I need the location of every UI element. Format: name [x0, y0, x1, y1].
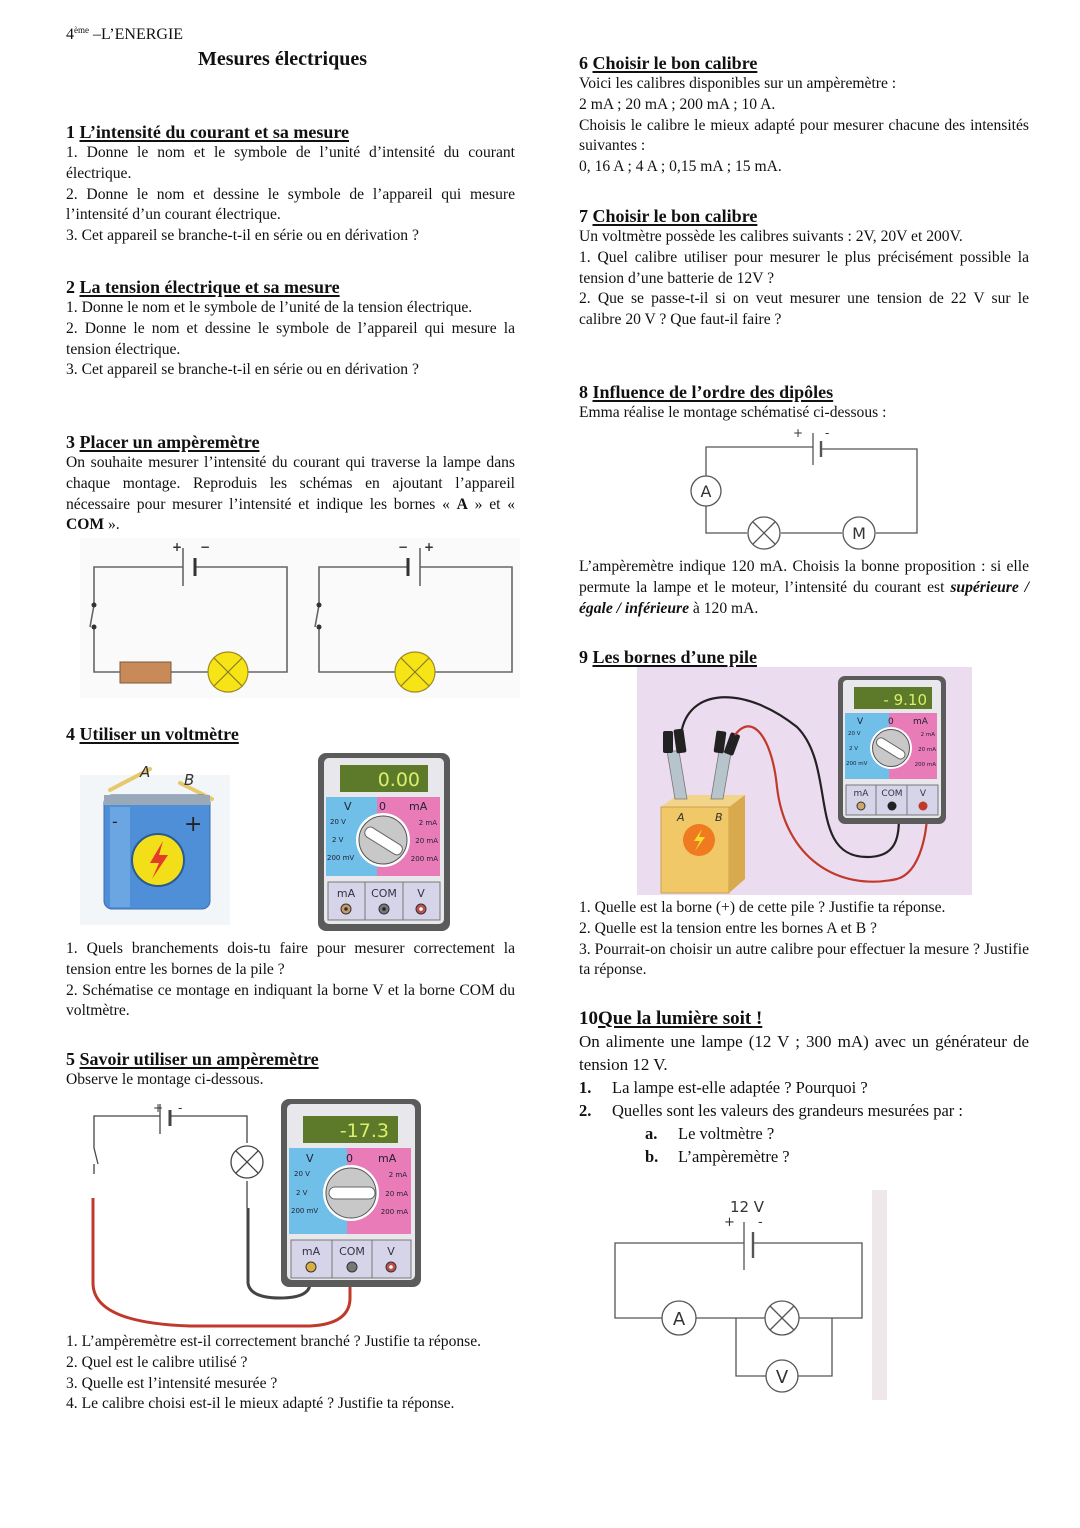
lamp-icon — [748, 517, 780, 549]
selector-knob — [329, 1187, 375, 1199]
svg-text:200 mA: 200 mA — [914, 762, 936, 768]
svg-text:20 V: 20 V — [294, 1170, 310, 1178]
battery-illustration — [80, 755, 230, 925]
ammeter-symbol — [691, 476, 721, 506]
svg-text:mA: mA — [301, 1245, 321, 1258]
section-title: Choisir le bon calibre — [592, 206, 758, 226]
svg-text:mA: mA — [378, 1152, 397, 1165]
section-title: Que la lumière soit ! — [598, 1008, 763, 1029]
question: 3. Cet appareil se branche-t-il en série ou en dérivation ? — [66, 227, 419, 245]
section-9: 9 Les bornes d’une pile — [579, 647, 758, 667]
sub-question: b. L’ampèremètre ? — [645, 1147, 790, 1166]
question: 1. Donne le nom et le symbole de l’unité de la tension électrique. — [66, 299, 473, 316]
section-5-questions — [66, 1332, 515, 1415]
minus-sign: − — [398, 540, 409, 554]
document-header: 4ème –L’ENERGIE — [66, 25, 184, 43]
page-title: Mesures électriques — [198, 48, 368, 70]
section-title: Influence de l’ordre des dipôles — [592, 382, 834, 402]
multimeter-icon — [317, 752, 451, 932]
terminal-b-label: B — [184, 771, 195, 789]
circuit-ex10 — [592, 1190, 887, 1400]
question-list — [579, 1076, 1029, 1122]
section-title: Savoir utiliser un ampèremètre — [79, 1049, 319, 1069]
meter-display: 0.00 — [377, 769, 420, 791]
section-title: Choisir le bon calibre — [592, 53, 758, 73]
question: 1. Quelle est la borne (+) de cette pile ? Justifie ta réponse. — [579, 899, 946, 916]
svg-text:20 mA: 20 mA — [415, 837, 438, 845]
svg-text:2 V: 2 V — [849, 746, 859, 752]
question: 2. Donne le nom et dessine le symbole de l’appareil qui mesure la tension électrique. — [66, 319, 515, 358]
section-title: La tension électrique et sa mesure — [79, 277, 340, 297]
question: 2. Quel est le calibre utilisé ? — [66, 1353, 248, 1371]
lamp-icon — [765, 1301, 799, 1335]
svg-text:2 mA: 2 mA — [920, 732, 935, 738]
svg-text:200 mA: 200 mA — [410, 855, 438, 863]
svg-text:200 mV: 200 mV — [291, 1207, 319, 1215]
section-4: 4 Utiliser un voltmètre — [66, 724, 239, 744]
lamp-icon — [395, 652, 435, 692]
terminal-a-label: A — [140, 763, 151, 781]
svg-text:2 V: 2 V — [332, 836, 344, 844]
svg-text:COM: COM — [881, 789, 903, 799]
minus-sign: - — [112, 812, 118, 831]
svg-text:V: V — [417, 887, 425, 900]
terminal-b-label: B — [715, 811, 723, 824]
question: 3. Quelle est l’intensité mesurée ? — [66, 1374, 278, 1392]
question: 2. Quelle est la tension entre les bornes A et B ? — [579, 919, 877, 937]
answer-choices: supérieure / égale / inférieure — [579, 578, 1029, 617]
instructions: On souhaite mesurer l’intensité du courant qui traverse la lampe dans chaque montage. Reproduis les schémas en ajoutant l’appareil nécessaire pour mesurer l’intensité et indique les bornes « A » et « COM ». — [66, 454, 515, 534]
section-title: Utiliser un voltmètre — [79, 724, 239, 744]
svg-text:V: V — [344, 800, 352, 813]
question: 1. Quel calibre utiliser pour mesurer le plus précisément possible la tension d’une batterie de 12V ? — [579, 248, 1029, 287]
circuit-diagrams-ex3 — [80, 538, 520, 698]
voltmeter-symbol — [766, 1360, 798, 1392]
meter-display: - 9.10 — [883, 691, 927, 709]
sub-question-list — [645, 1122, 1029, 1168]
section-title: Les bornes d’une pile — [592, 647, 758, 667]
meter-display: -17.3 — [339, 1120, 389, 1142]
minus-sign: - — [178, 1101, 183, 1115]
svg-text:200 mV: 200 mV — [327, 854, 355, 862]
section-7: 7 Choisir le bon calibre Un voltmètre possède les calibres suivants : 2V, 20V et 200V. 1. Quel calibre utiliser pour mesurer le plus précisément possible la tension d’une batterie de 12V ? 2. Que se passe-t-il si on veut mesurer une tension de 22 V sur le calibre 20 V ? Que faut-il faire ? — [579, 205, 1029, 331]
ammeter-symbol — [662, 1301, 696, 1335]
question: 3. Pourrait-on choisir un autre calibre pour effectuer la mesure ? Justifie ta réponse. — [579, 940, 1029, 979]
minus-sign: − — [200, 540, 211, 554]
svg-text:M: M — [852, 524, 866, 543]
svg-text:V: V — [775, 1367, 789, 1388]
svg-text:20 V: 20 V — [330, 818, 346, 826]
section-10: 10Que la lumière soit ! On alimente une lampe (12 V ; 300 mA) avec un générateur de tension 12 V. 1. La lampe est-elle adaptée ? Pourquoi ? 2. Quelles sont les valeurs des grandeurs mesurées par : a. Le voltmètre ? b. L’ampèremètre ? — [579, 1008, 1029, 1166]
terminal-a-label: A — [677, 811, 685, 824]
multimeter-ex4 — [317, 752, 451, 937]
svg-text:20 mA: 20 mA — [385, 1190, 408, 1198]
svg-text:V: V — [306, 1152, 314, 1165]
svg-text:mA: mA — [913, 717, 928, 727]
svg-text:0: 0 — [379, 800, 386, 813]
question: 1. L’ampèremètre est-il correctement branché ? Justifie ta réponse. — [66, 1333, 482, 1350]
question: 3. Cet appareil se branche-t-il en série ou en dérivation ? — [66, 361, 419, 379]
section-9-questions — [579, 898, 1029, 981]
svg-text:mA: mA — [409, 800, 428, 813]
svg-text:A: A — [672, 1309, 686, 1330]
svg-text:200 mA: 200 mA — [380, 1208, 408, 1216]
section-4-questions — [66, 939, 515, 1022]
svg-text:mA: mA — [336, 887, 356, 900]
resistor-icon — [120, 662, 171, 683]
lamp-icon — [208, 652, 248, 692]
question: 1. Donne le nom et le symbole de l’unité d’intensité du courant électrique. — [66, 144, 515, 182]
multimeter-ex9 — [837, 675, 947, 830]
section-8: 8 Influence de l’ordre des dipôles Emma réalise le montage schématisé ci-dessous : — [579, 382, 887, 421]
question: 1. La lampe est-elle adaptée ? Pourquoi ? — [579, 1078, 868, 1097]
multimeter-icon — [280, 1098, 422, 1288]
section-6: 6 Choisir le bon calibre Voici les calibres disponibles sur un ampèremètre : 2 mA ; 20 mA ; 200 mA ; 10 A. Choisis le calibre le mieux adapté pour mesurer chacune des intensités suivantes : 0, 16 A ; 4 A ; 0,15 mA ; 15 mA. — [579, 53, 1029, 176]
svg-text:2 mA: 2 mA — [388, 1171, 407, 1179]
svg-text:COM: COM — [371, 887, 397, 900]
svg-text:20 V: 20 V — [848, 731, 861, 737]
voltage-label: 12 V — [729, 1198, 765, 1216]
section-title: Placer un ampèremètre — [79, 432, 260, 452]
question: 2. Donne le nom et dessine le symbole de l’appareil qui mesure l’intensité d’un courant électrique. — [66, 185, 515, 224]
section-title: L’intensité du courant et sa mesure — [79, 122, 349, 142]
question: 2. Quelles sont les valeurs des grandeurs mesurées par : — [579, 1101, 963, 1120]
minus-sign: - — [825, 426, 830, 440]
svg-text:0: 0 — [888, 717, 894, 727]
svg-text:A: A — [700, 482, 712, 501]
question: 2. Que se passe-t-il si on veut mesurer une tension de 22 V sur le calibre 20 V ? Que faut-il faire ? — [579, 290, 1029, 329]
svg-text:mA: mA — [853, 789, 869, 799]
svg-text:200 mV: 200 mV — [846, 761, 868, 767]
plus-sign: + — [172, 540, 183, 554]
svg-text:0: 0 — [346, 1152, 353, 1165]
question: 4. Le calibre choisi est-il le mieux adapté ? Justifie ta réponse. — [66, 1395, 455, 1413]
svg-text:V: V — [857, 717, 864, 727]
sub-question: a. Le voltmètre ? — [645, 1124, 775, 1143]
svg-text:COM: COM — [339, 1245, 365, 1258]
svg-text:2 V: 2 V — [296, 1189, 308, 1197]
question: 2. Schématise ce montage en indiquant la borne V et la borne COM du voltmètre. — [66, 981, 515, 1020]
minus-sign: - — [758, 1215, 763, 1230]
instructions: Observe le montage ci-dessous. — [66, 1071, 264, 1088]
section-5: 5 Savoir utiliser un ampèremètre Observe le montage ci-dessous. — [66, 1048, 515, 1091]
section-1: 1 L’intensité du courant et sa mesure 1. Donne le nom et le symbole de l’unité d’intensité du courant électrique. 2. Donne le nom et dessine le symbole de l’appareil qui mesure l’intensité d’un courant électrique. 3. Cet appareil se branche-t-il en série ou en dérivation ? — [66, 121, 515, 247]
section-8-question: L’ampèremètre indique 120 mA. Choisis la bonne proposition : si elle permute la lampe et le moteur, l’intensité du courant est supérieure / égale / inférieure à 120 mA. — [579, 558, 1029, 617]
section-3: 3 Placer un ampèremètre On souhaite mesurer l’intensité du courant qui traverse la lampe dans chaque montage. Reproduis les schémas en ajoutant l’appareil nécessaire pour mesurer l’intensité et indique les bornes « A » et « COM ». — [66, 431, 515, 536]
circuit-ex8 — [680, 425, 925, 550]
plus-sign: + — [793, 426, 804, 440]
svg-text:V: V — [919, 789, 927, 799]
svg-text:V: V — [387, 1245, 395, 1258]
section-2: 2 La tension électrique et sa mesure 1. Donne le nom et le symbole de l’unité de la tension électrique. 2. Donne le nom et dessine le symbole de l’appareil qui mesure la tension électrique. 3. Cet appareil se branche-t-il en série ou en dérivation ? — [66, 276, 515, 381]
plus-sign: + — [424, 540, 435, 554]
multimeter-ex5 — [280, 1098, 422, 1293]
motor-symbol — [843, 517, 875, 549]
plus-sign: + — [153, 1101, 164, 1115]
svg-text:2 mA: 2 mA — [418, 819, 437, 827]
plus-sign: + — [724, 1215, 735, 1230]
svg-text:20 mA: 20 mA — [918, 747, 936, 753]
question: 1. Quels branchements dois-tu faire pour mesurer correctement la tension entre les bornes de la pile ? — [66, 940, 515, 978]
multimeter-icon — [837, 675, 947, 825]
plus-sign: + — [184, 812, 203, 837]
lamp-icon — [231, 1146, 263, 1178]
